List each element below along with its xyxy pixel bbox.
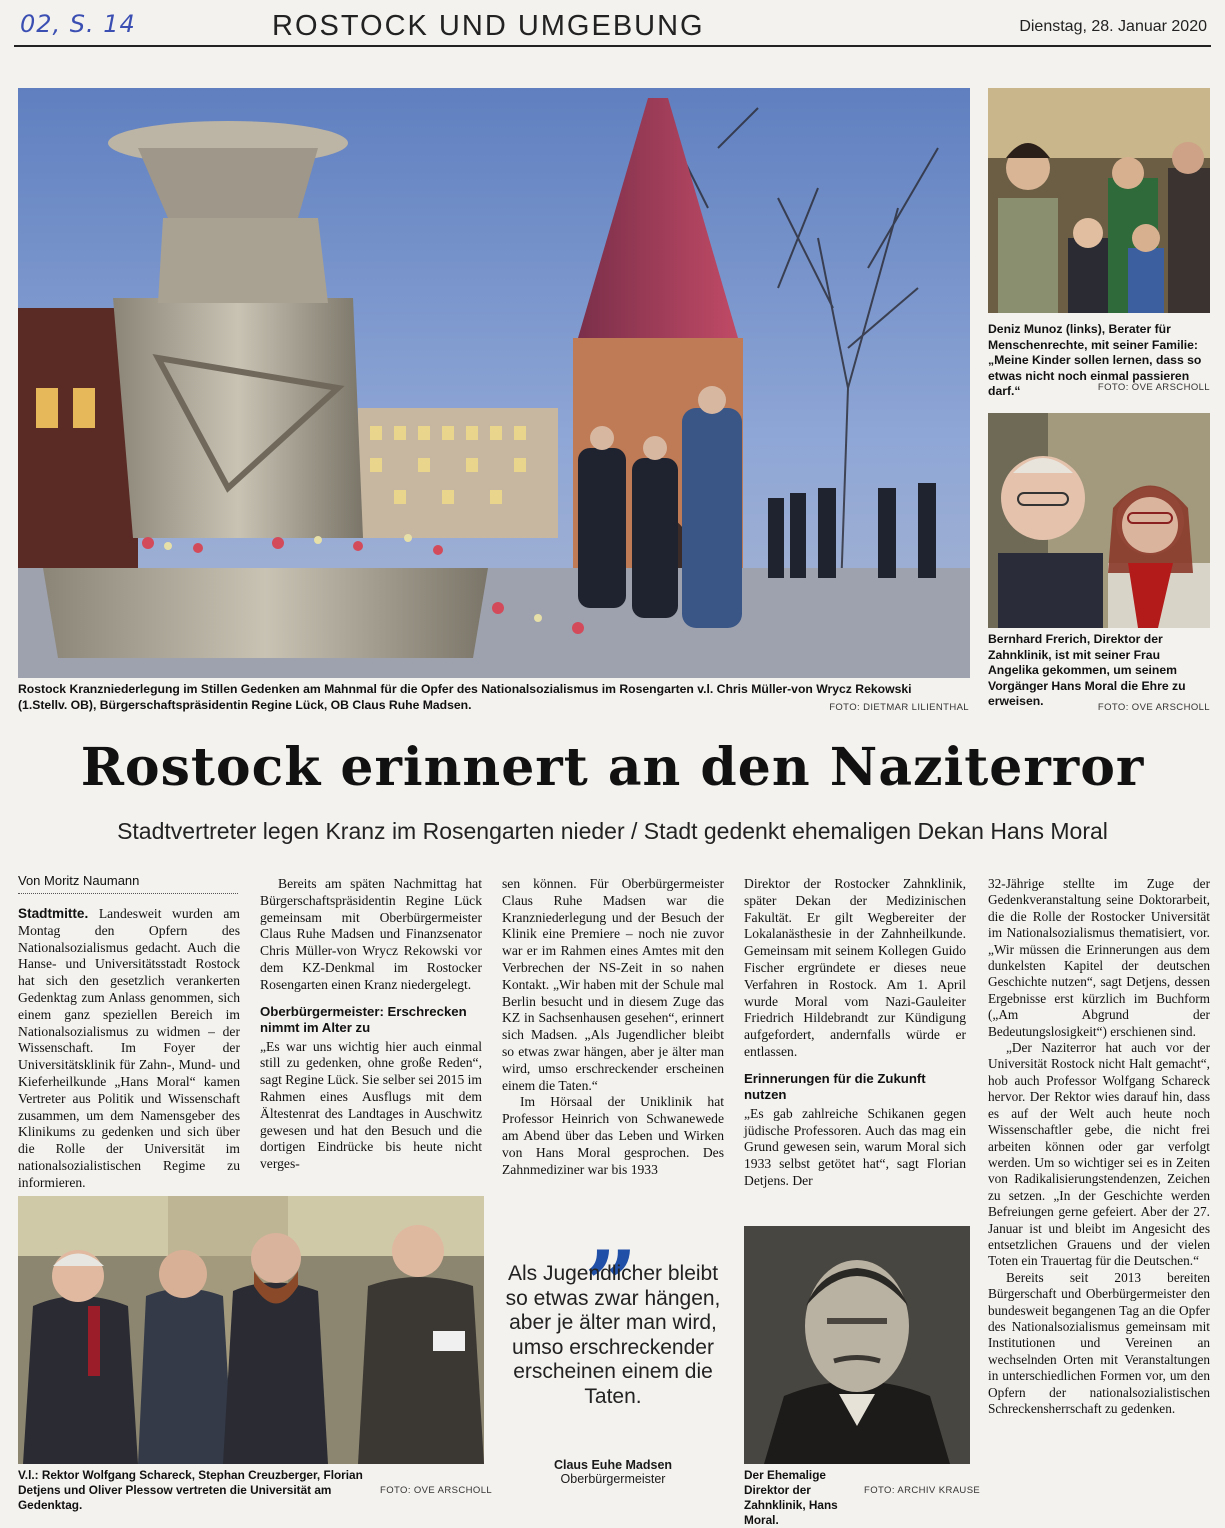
side1-caption-quote: „Meine Kinder sollen lernen, dass so etwas nicht noch einmal passieren darf.“ [988,353,1202,399]
column-2 [260,876,482,1173]
quote-author-role: Oberbürgermeister [560,1472,666,1486]
portrait-caption: Der Ehemalige Direktor der Zahnklinik, Hans Moral. [744,1468,838,1527]
family-photo-illustration [988,88,1210,313]
portrait-photo [744,1226,970,1464]
col2-paragraph1: Bereits am späten Nachmittag hat Bürgerschaftspräsidentin Regine Lück gemeinsam mit Oberbürgermeister Claus Ruhe Madsen und Finanzsenator Chris Müller-von Wrycz Rekowski vor dem KZ-Denkmal im Rostocker Rosengarten einen Kranz niedergelegt. [260,876,482,992]
main-photo [18,88,970,678]
col5-paragraph2: „Der Naziterror hat auch vor der Universität Rostock nicht Halt gemacht“, hob auch Professor Wolfgang Schareck hervor. Der Rektor wies darauf hin, dass es auf der Welt auch heute noch Wissenschaftler gebe, die nicht frei arbeiten können oder gar verfolgt werden. Um so wichtiger sei es in Zeiten von Radikalisierungstendenzen, Zeichen zu setzen. „In der Geschichte werden Befreiungen gerne gefeiert. Aber der 27. Januar ist und bleibt im Angesicht des entsetzlichen Grauens und der vielen Toten ein Trauertag für die Deutschen.“ [988,1040,1210,1269]
quote-author-name: Claus Euhe Madsen [553,1458,673,1472]
main-caption-line1: Rostock Kranzniederlegung im Stillen Gedenken am Mahnmal für die Opfer des Nationalsozialismus im Rosengarten v.l. Chris Müller-von Wrycz Rekowski [18,682,912,696]
quote-author [502,1458,724,1486]
col2-paragraph2: „Es war uns wichtig hier auch einmal still zu gedenken, ohne große Reden“, sagt Regine Lück. Sie selber sei 2015 im Rahmen eines Ausflugs mit dem Ältestenrat des Landtages in Auschwitz gewesen und hat den Besuch und die dortigen Eindrücke bis heute nicht verges- [260,1038,482,1172]
issue-date: Dienstag, 28. Januar 2020 [1019,18,1207,35]
col4-paragraph1: Direktor der Rostocker Zahnklinik, später Dekan der Medizinischen Fakultät. Er gilt Wegbereiter der Lokalanästhesie in der Zahnheilkunde. Gemeinsam mit seinem Kollegen Guido Fischer ergründete er dieses neue Verfahren in Rostock. Am 1. April wurde Moral vom Nazi-Gauleiter Friedrich Hildebrandt zur Kündigung aufgefordert, andernfalls würde er entlassen. [744,876,966,1059]
column-4 [744,876,966,1190]
side1-caption-bold: Deniz Munoz (links), Berater für Menschenrechte, mit seiner Familie: [988,322,1198,352]
pull-quote: Als Jugendlicher bleibt so etwas zwar hängen, aber je älter man wird, umso erschreckender erscheinen einem die Taten. [505,1262,721,1408]
headline: Rostock erinnert an den Naziterror [80,737,1145,798]
quote-mark-icon: „ [586,1178,639,1286]
couple-photo-illustration [988,413,1210,628]
column-1 [18,906,240,1192]
portrait-credit: FOTO: ARCHIV KRAUSE [864,1485,981,1496]
main-caption-line2: (1.Stellv. OB), Bürgerschaftspräsidentin Regine Lück, OB Claus Ruhe Madsen. [18,697,472,712]
section-title: ROSTOCK UND UMGEBUNG [272,10,705,42]
portrait-illustration [744,1226,970,1464]
main-photo-caption [18,682,970,713]
group-photo-caption: V.l.: Rektor Wolfgang Schareck, Stephan Creuzberger, Florian Detjens und Oliver Plessow vertreten die Universität am Gedenktag. [18,1468,363,1512]
group-photo-credit: FOTO: OVE ARSCHOLL [380,1485,493,1496]
side-photo-family [988,88,1210,313]
handwritten-note: 02, S. 14 [20,10,136,38]
side-photo-couple [988,413,1210,628]
col5-paragraph1: 32-Jährige stellte im Zuge der Gedenkveranstaltung seine Doktorarbeit, die die Rolle der Rostocker Universität im Nationalsozialismus thematisiert, vor. „Wir müssen die Erinnerungen aus dem dunkelsten Kapitel der deutschen Geschichte nutzen“, sagt Detjens, dessen Ergebnisse erst kürzlich im Buchform („Am Abgrund der Bedeutungslosigkeit“) erschienen sind. [988,876,1210,1039]
main-photo-credit: FOTO: DIETMAR LILIENTHAL [829,702,969,713]
col5-paragraph3: Bereits seit 2013 bereiten Bürgerschaft und Oberbürgermeister den bundesweit begangenen Tag an die Opfer des Nationalsozialismus gemeinsam mit Institutionen und Vereinen an wechselnden Orten mit Veranstaltungen in unterschiedlichen Formen vor, um den Opfern der nationalsozialistischen Schreckensherrschaft zu gedenken. [988,1269,1210,1416]
column-5 [988,876,1210,1417]
col3-paragraph1: sen können. Für Oberbürgermeister Claus Ruhe Madsen war die Kranzniederlegung und der Besuch der Klinik eine Premiere – noch nie zuvor war er im Rahmen eines Amtes mit den Verbrechen der NS-Zeit in so nahen Kontakt. „Wir haben mit der Schule mal Berlin besucht und in diesem Zuge das KZ in Sachsenhausen gesehen“, erinnert sich Madsen. „Als Jugendlicher bleibt so etwas zwar hängen, aber je älter man wird, umso erschreckender erscheinen einem die Taten.“ [502,876,724,1093]
column-3 [502,876,724,1178]
dateline: Stadtmitte. [18,906,89,921]
side-photo1-credit: FOTO: OVE ARSCHOLL [1097,382,1210,393]
header-rule [14,45,1211,47]
side-photo2-caption: Bernhard Frerich, Direktor der Zahnklinik, ist mit seiner Frau Angelika gekommen, um seinem Vorgänger Hans Moral die Ehre zu erweisen. [988,632,1186,709]
main-photo-illustration [18,88,970,678]
col4-paragraph2: „Es gab zahlreiche Schikanen gegen jüdische Professoren. Auch das mag ein Grund gewesen sein, warum Moral sich 1933 selbst getötet hat“, sagt Florian Detjens. Der [744,1105,966,1188]
subheadline: Stadtvertreter legen Kranz im Rosengarten nieder / Stadt gedenkt ehemaligen Dekan Hans Moral [117,818,1108,844]
side-photo2-credit: FOTO: OVE ARSCHOLL [1097,702,1210,713]
group-photo [18,1196,484,1464]
col1-text: Landesweit wurden am Montag den Opfern des Nationalsozialismus gedacht. Auch die Hanse- und Universitätsstadt Rostock hat sich den gesetzlich verankerten Gedenktag zum Anlass genommen, sich einem ganz speziellen Bereich im Nationalsozialismus zu widmen – der Wissenschaft. Im Foyer der Universitätsklinik für Zahn-, Mund- und Kieferheilkunde „Hans Moral“ kamen Vertreter aus Politik und Wissenschaft zusammen, um dem Namensgeber des Klinikums zu gedenken und sich über die Rolle der Universität im nationalsozialistischen Regime zu informieren. [18,906,240,1190]
col2-subhead: Oberbürgermeister: Erschrecken nimmt im Alter zu [260,1003,467,1035]
col3-paragraph2: Im Hörsaal der Uniklinik hat Professor Heinrich von Schwanewede am Abend über das Leben und Wirken von Hans Moral gesprochen. Des Zahnmediziner war bis 1933 [502,1094,724,1177]
byline: Von Moritz Naumann [18,873,140,888]
group-photo-illustration [18,1196,484,1464]
col1-paragraph [18,906,240,1192]
col4-subhead: Erinnerungen für die Zukunft nutzen [744,1070,926,1102]
byline-rule [18,893,238,894]
